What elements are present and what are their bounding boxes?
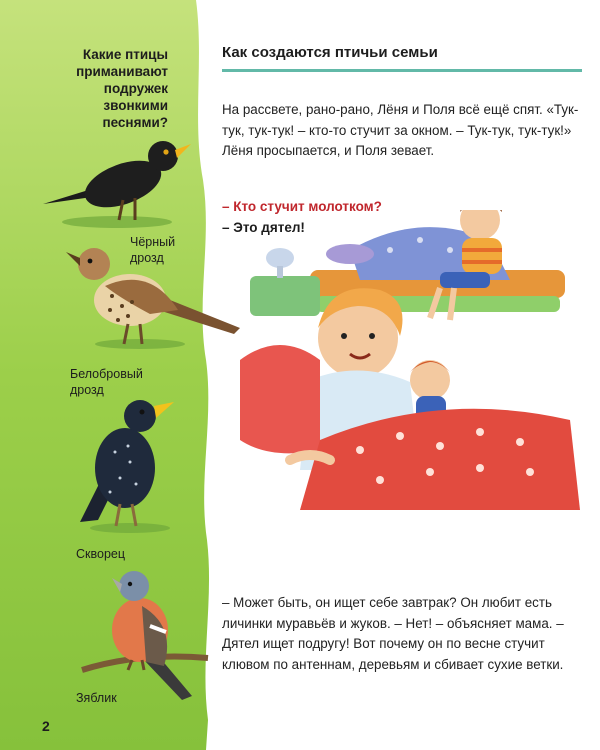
starling-illustration [70, 392, 190, 537]
blackbird-illustration [35, 130, 195, 230]
sidebar-panel [0, 0, 215, 750]
chaffinch-illustration [80, 566, 210, 706]
bird-label-chaffinch: Зяблик [76, 691, 117, 705]
redwing-illustration [60, 236, 245, 351]
bird-label-blackbird: Чёрный дрозд [130, 235, 176, 265]
article-title: Как создаются птичьи семьи [222, 44, 438, 61]
dialog-question: – Кто стучит молотком? [222, 199, 382, 214]
title-underline [222, 69, 582, 72]
story-paragraph-1: На рассвете, рано-рано, Лёня и Поля всё ещё спят. «Тук-тук, тук-тук! – кто-то стучит за окном. – Тук-тук, тук-тук!» Лёня просыпается, и Поля зевает. [222, 102, 579, 158]
story-paragraph-2: – Может быть, он ищет себе завтрак? Он любит есть личинки муравьёв и жуков. – Нет! – объясняет мама. – Дятел ищет подругу! Вот почему он по весне стучит клювом по антеннам, деревьям и сбивает сухие ветки. [222, 595, 564, 672]
sidebar-question: Какие птицы приманивают подружек звонкими песнями? [76, 47, 168, 130]
page-number: 2 [42, 718, 50, 734]
bedroom-scene-illustration [240, 210, 580, 510]
dialog-answer: – Это дятел! [222, 220, 305, 235]
bird-label-redwing: Белобровый дрозд [70, 367, 143, 397]
bird-label-starling: Скворец [76, 547, 126, 561]
